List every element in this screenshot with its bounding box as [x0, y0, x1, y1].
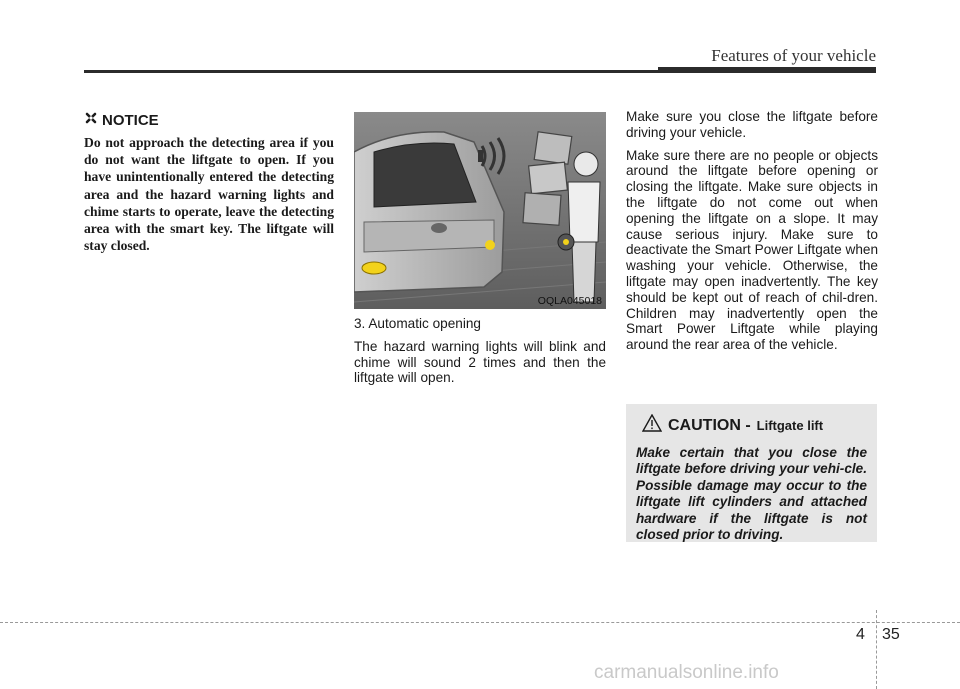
step-heading: 3. Automatic opening — [354, 316, 481, 331]
caution-box — [626, 404, 877, 542]
liftgate-illustration — [354, 112, 606, 309]
instruction-paragraph-1: Make sure you close the liftgate before driving your vehicle. — [626, 109, 878, 140]
notice-heading — [84, 111, 334, 129]
watermark: carmanualsonline.info — [594, 662, 779, 683]
footer-divider — [0, 622, 960, 623]
cross-asterisk-icon — [84, 111, 98, 129]
caution-word: CAUTION - — [668, 416, 751, 434]
section-title: Features of your vehicle — [711, 46, 876, 65]
footer-vertical-divider — [876, 610, 877, 689]
warning-triangle-icon — [642, 414, 662, 437]
chapter-number: 4 — [856, 626, 865, 643]
step-section — [354, 316, 606, 393]
step-body: The hazard warning lights will blink and chime will sound 2 times and then the liftgate will open. — [354, 338, 606, 386]
notice-title: NOTICE — [102, 111, 159, 129]
instruction-paragraph-2: Make sure there are no people or objects around the liftgate before opening or closing the liftgate. Make sure objects in the liftgate do not come out when opening the liftgate on a slope. It may cause serious injury. Make sure to deactivate the Smart Power Liftgate when washing your vehicle. Otherwise, the liftgate may open inadvertently. The key should be kept out of reach of chil-dren. Children may inadvertently open the Smart Power Liftgate while playing around the rear area of the vehicle. — [626, 147, 878, 353]
instructions-section — [626, 109, 878, 360]
caution-subject: Liftgate lift — [756, 418, 824, 433]
caution-body: Make certain that you close the liftgate before driving your vehi-cle. Possible damage may occur to the liftgate lift cylinders and attached hardware if the liftgate is not closed prior to driving. — [636, 445, 867, 543]
header-rule-accent — [658, 67, 876, 73]
caution-heading — [642, 414, 867, 437]
notice-block — [84, 111, 334, 254]
car-rear-illustration — [354, 112, 606, 309]
figure-code: OQLA045018 — [537, 295, 602, 307]
notice-body: Do not approach the detecting area if you do not want the liftgate to open. If you have unintentionally entered the detecting area and the hazard warning lights and chime starts to operate, leave the detecting area with the smart key. The liftgate will stay closed. — [84, 135, 334, 254]
page-number: 35 — [882, 626, 900, 643]
